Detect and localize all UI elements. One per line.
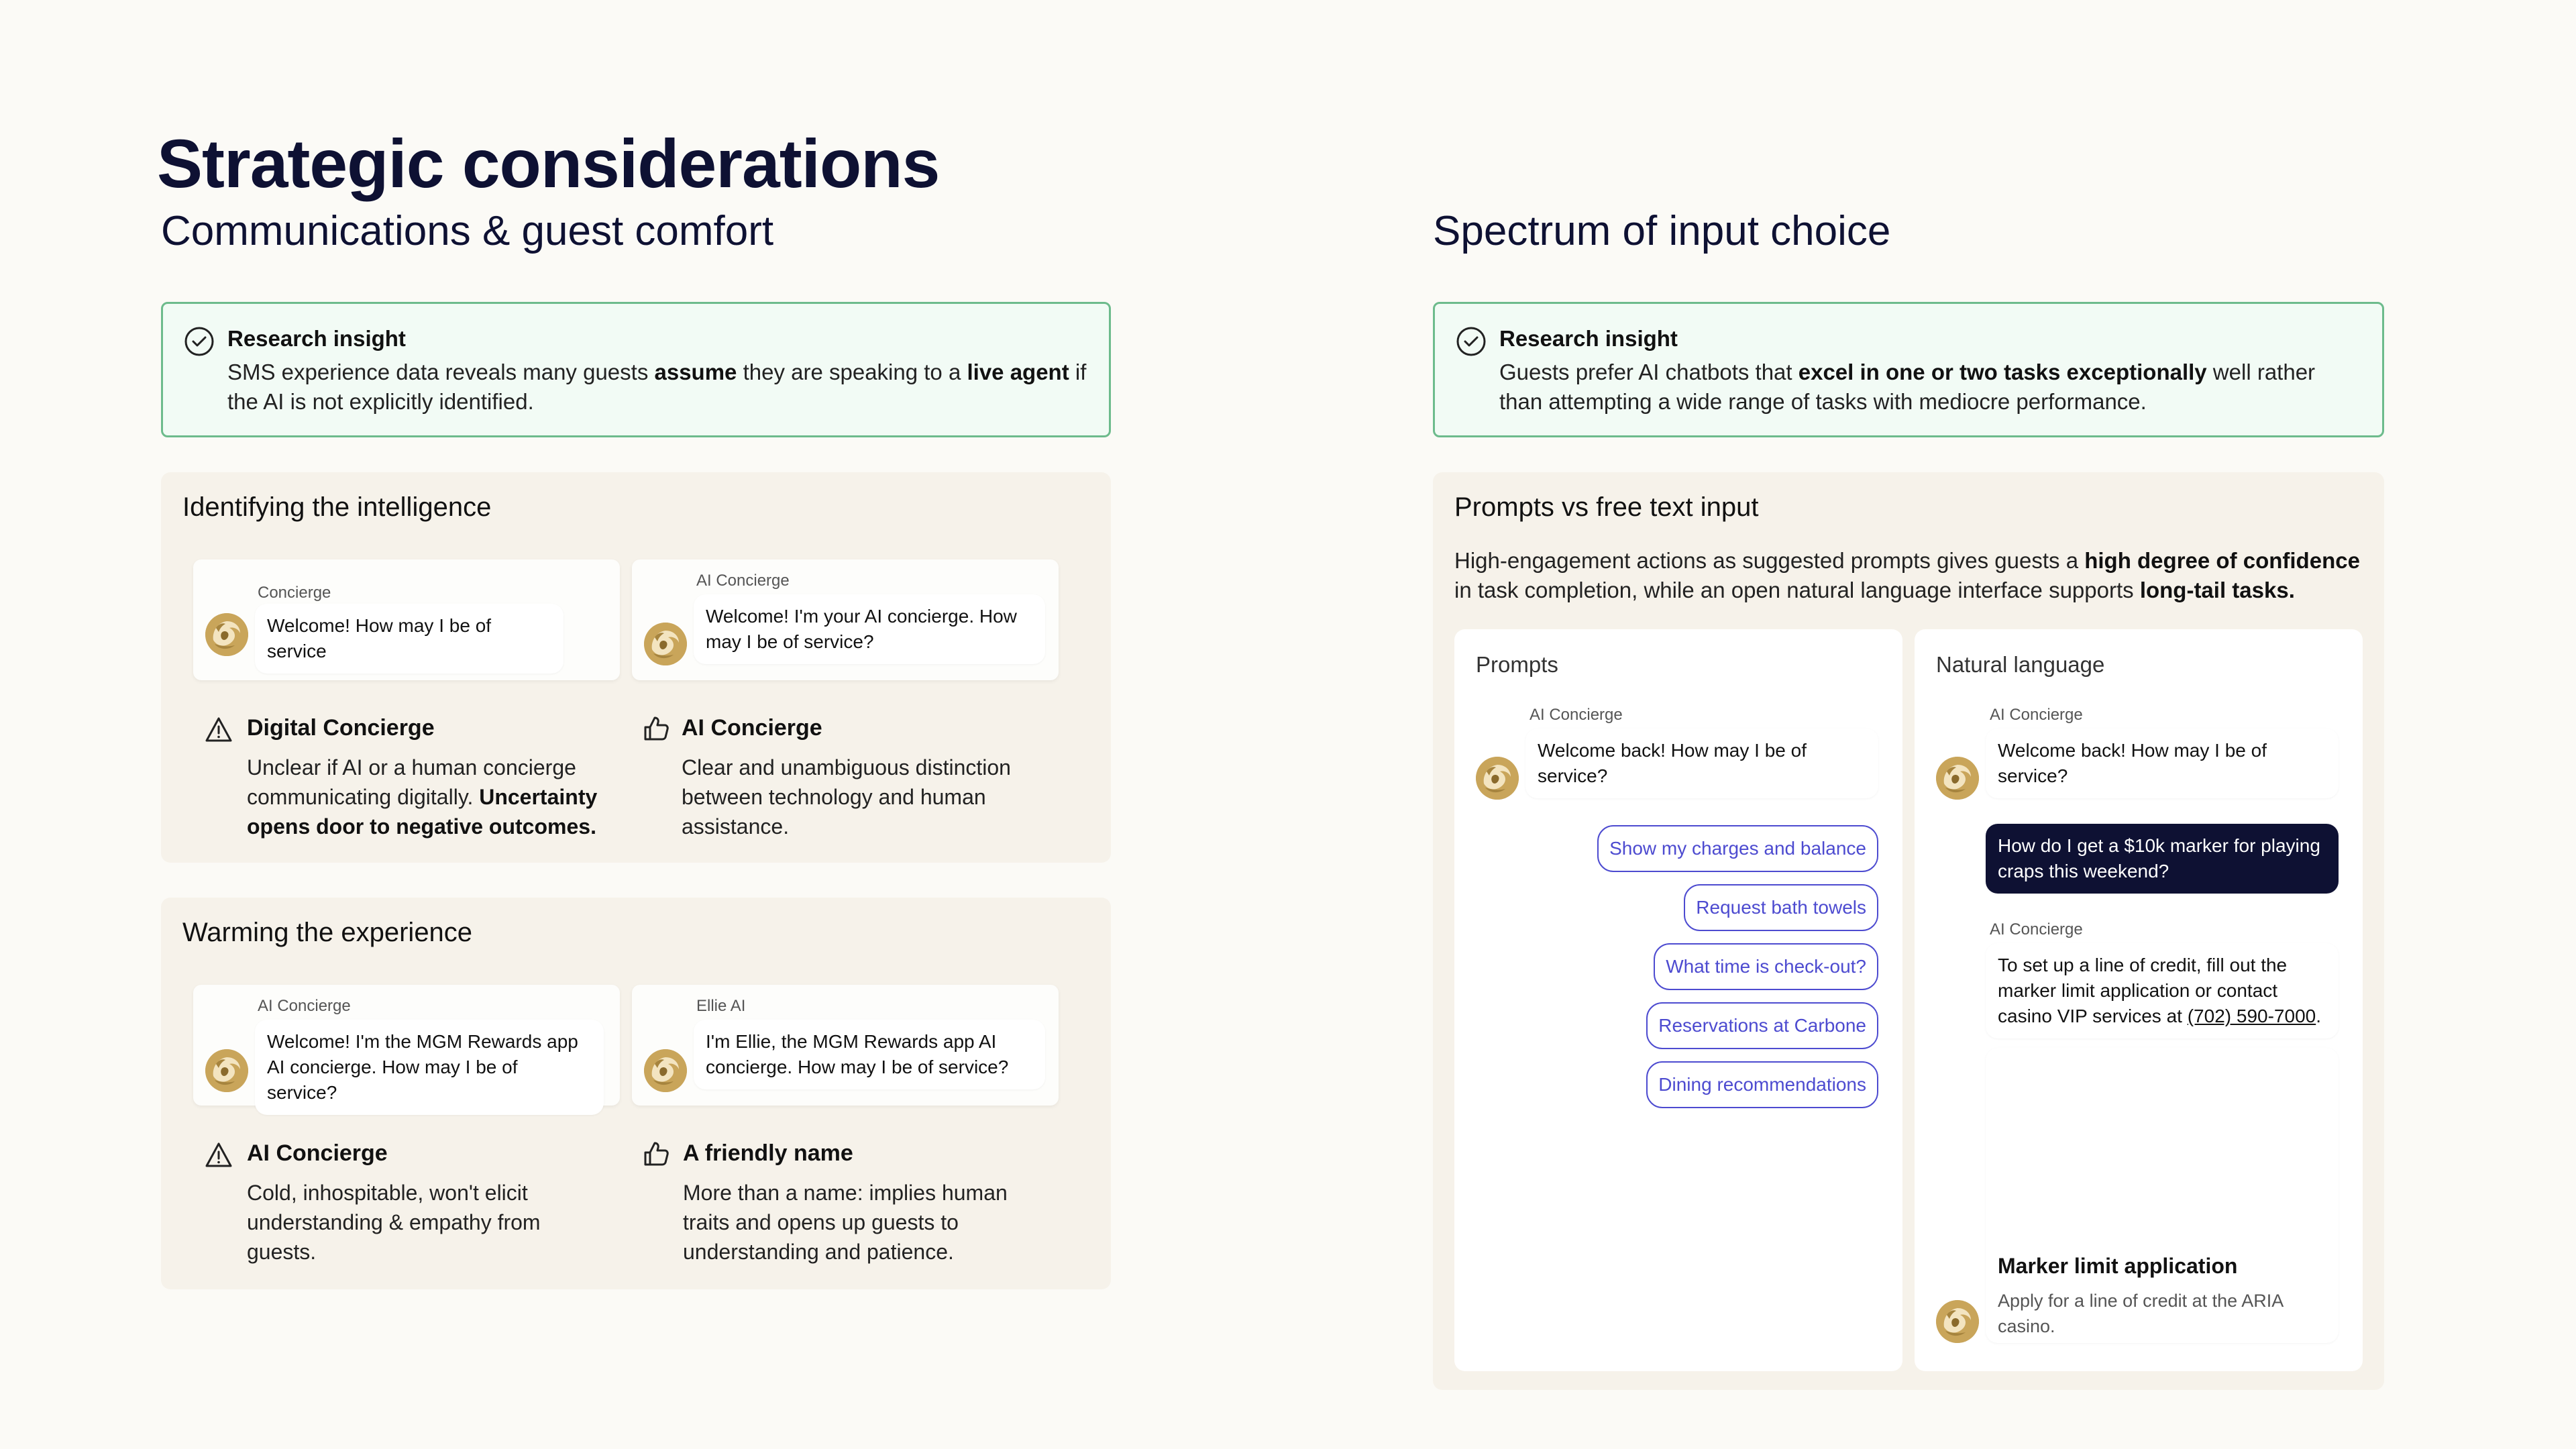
marker-application-card[interactable]: [1986, 1048, 2339, 1343]
chat-bubble-reply: To set up a line of credit, fill out the marker limit application or contact casino VIP services at (702) 590-7000.: [1986, 943, 2339, 1038]
chat-card-ai-concierge: [632, 559, 1059, 680]
thumbs-up-icon: [641, 1139, 671, 1169]
note-title: Digital Concierge: [247, 715, 435, 741]
note-body: Clear and unambiguous distinction between technology and human assistance.: [682, 755, 1011, 839]
insight-body: SMS experience data reveals many guests assume they are speaking to a live agent if the AI is not explicitly identified.: [227, 360, 1087, 414]
note-body: Cold, inhospitable, won't elicit understanding & empathy from guests.: [247, 1181, 541, 1264]
prompts-subpanel: [1454, 629, 1902, 1371]
chat-bubble: Welcome! I'm the MGM Rewards app AI concierge. How may I be of service?: [255, 1020, 604, 1115]
panel-title: Prompts vs free text input: [1454, 492, 1759, 522]
check-circle-icon: [1455, 325, 1487, 358]
research-insight-right: [1433, 302, 2384, 437]
chat-card-concierge: [193, 559, 620, 680]
chat-bubble: Welcome back! How may I be of service?: [1986, 729, 2339, 798]
prompt-show-charges[interactable]: Show my charges and balance: [1597, 825, 1878, 872]
panel-title: Warming the experience: [182, 918, 473, 947]
card-body: Apply for a line of credit at the ARIA casino.: [1998, 1291, 2283, 1336]
sender-label: AI Concierge: [1990, 706, 2083, 724]
chat-bubble: I'm Ellie, the MGM Rewards app AI concierge. How may I be of service?: [694, 1020, 1045, 1089]
chat-bubble: Welcome! I'm your AI concierge. How may I be of service?: [694, 594, 1045, 664]
user-message-bubble: How do I get a $10k marker for playing craps this weekend?: [1986, 824, 2339, 894]
warning-triangle-icon: [204, 1140, 233, 1170]
prompts-vs-free-text-panel: [1433, 472, 2384, 1390]
communications-title: Communications & guest comfort: [161, 208, 774, 254]
subpanel-title: Prompts: [1476, 652, 1558, 677]
chat-bubble: Welcome back! How may I be of service?: [1525, 729, 1878, 798]
insight-title: Research insight: [1499, 326, 1678, 351]
natural-language-subpanel: [1915, 629, 2363, 1371]
page-title: Strategic considerations: [157, 125, 940, 202]
prompt-reservations-carbone[interactable]: Reservations at Carbone: [1646, 1002, 1878, 1049]
chat-card-ellie-ai: [632, 985, 1059, 1106]
check-circle-icon: [183, 325, 215, 358]
subpanel-title: Natural language: [1936, 652, 2105, 677]
insight-title: Research insight: [227, 326, 406, 351]
spectrum-title: Spectrum of input choice: [1433, 208, 1891, 254]
insight-body: Guests prefer AI chatbots that excel in one or two tasks exceptionally well rather than attempting a wide range of tasks with mediocre performance.: [1499, 360, 2316, 414]
warming-panel: [161, 898, 1111, 1289]
note-title: AI Concierge: [682, 715, 822, 741]
lion-avatar-icon: [1476, 757, 1519, 800]
sender-label: AI Concierge: [1529, 706, 1623, 724]
sender-label: AI Concierge: [1990, 920, 2083, 938]
sender-label: AI Concierge: [696, 572, 790, 590]
prompt-check-out-time[interactable]: What time is check-out?: [1654, 943, 1878, 990]
sender-label: Ellie AI: [696, 997, 746, 1015]
prompt-dining-recommendations[interactable]: Dining recommendations: [1646, 1061, 1878, 1108]
chat-card-ai-concierge: [193, 985, 620, 1106]
phone-link[interactable]: (702) 590-7000: [2187, 1006, 2316, 1026]
card-title: Marker limit application: [1998, 1254, 2238, 1278]
chat-bubble: Welcome! How may I be of service: [255, 604, 564, 674]
lion-avatar-icon: [205, 1049, 248, 1092]
warning-triangle-icon: [204, 715, 233, 745]
sender-label: Concierge: [258, 584, 331, 602]
panel-title: Identifying the intelligence: [182, 492, 492, 522]
note-title: A friendly name: [683, 1140, 853, 1166]
prompt-bath-towels[interactable]: Request bath towels: [1684, 884, 1878, 931]
research-insight-left: [161, 302, 1111, 437]
note-body: Unclear if AI or a human concierge communicating digitally. Uncertainty opens door to negative outcomes.: [247, 755, 598, 839]
lion-avatar-icon: [644, 623, 687, 665]
lion-avatar-icon: [644, 1049, 687, 1092]
panel-description: High-engagement actions as suggested prompts gives guests a high degree of confidence in task completion, while an open natural language interface supports long-tail tasks.: [1454, 548, 2360, 602]
lion-avatar-icon: [205, 613, 248, 656]
note-title: AI Concierge: [247, 1140, 388, 1166]
note-body: More than a name: implies human traits and opens up guests to understanding and patience.: [683, 1181, 1008, 1264]
sender-label: AI Concierge: [258, 997, 351, 1015]
lion-avatar-icon: [1936, 757, 1979, 800]
identifying-panel: [161, 472, 1111, 863]
thumbs-up-icon: [641, 714, 671, 743]
lion-avatar-icon: [1936, 1300, 1979, 1343]
